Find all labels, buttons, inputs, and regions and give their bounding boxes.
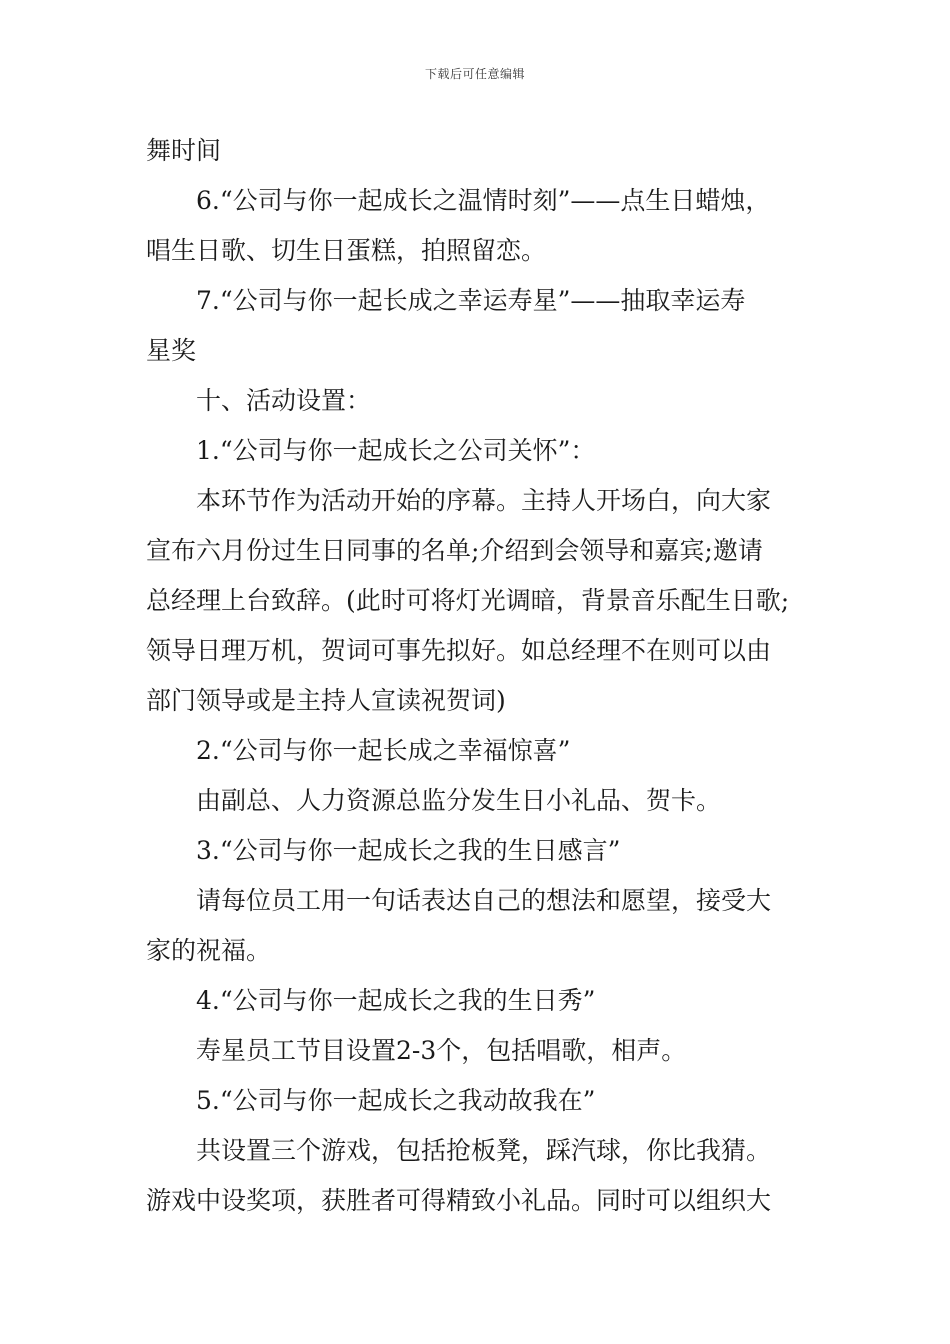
text-line: 6.“公司与你一起成长之温情时刻”——点生日蜡烛，: [196, 186, 771, 215]
text-line: 唱生日歌、切生日蛋糕，拍照留恋。: [146, 236, 547, 265]
text-line: 共设置三个游戏，包括抢板凳，踩汽球，你比我猜。: [196, 1136, 772, 1165]
text-line: 部门领导或是主持人宣读祝贺词): [146, 686, 506, 715]
text-line: 舞时间: [146, 136, 222, 165]
text-line: 领导日理万机，贺词可事先拟好。如总经理不在则可以由: [146, 636, 772, 665]
text-line: 7.“公司与你一起长成之幸运寿星”——抽取幸运寿: [196, 286, 746, 315]
text-line: 本环节作为活动开始的序幕。主持人开场白，向大家: [196, 486, 772, 515]
item-heading: 1.“公司与你一起成长之公司关怀”：: [196, 436, 596, 465]
text-line: 总经理上台致辞。(此时可将灯光调暗，背景音乐配生日歌;: [146, 586, 790, 615]
item-heading: 4.“公司与你一起成长之我的生日秀”: [196, 986, 596, 1015]
text-line: 宣布六月份过生日同事的名单;介绍到会领导和嘉宾;邀请: [146, 536, 763, 565]
text-line: 游戏中设奖项，获胜者可得精致小礼品。同时可以组织大: [146, 1186, 772, 1215]
item-heading: 5.“公司与你一起成长之我动故我在”: [196, 1086, 596, 1115]
section-heading: 十、活动设置：: [196, 386, 372, 415]
text-line: 星奖: [146, 336, 197, 365]
text-line: 请每位员工用一句话表达自己的想法和愿望，接受大: [196, 886, 772, 915]
item-heading: 3.“公司与你一起成长之我的生日感言”: [196, 836, 621, 865]
document-body: [146, 126, 806, 1226]
item-heading: 2.“公司与你一起长成之幸福惊喜”: [196, 736, 571, 765]
text-line: 寿星员工节目设置2-3个，包括唱歌，相声。: [196, 1036, 687, 1065]
text-line: 家的祝福。: [146, 936, 272, 965]
page-header: 下载后可任意编辑: [424, 67, 525, 81]
text-line: 由副总、人力资源总监分发生日小礼品、贺卡。: [196, 786, 722, 815]
